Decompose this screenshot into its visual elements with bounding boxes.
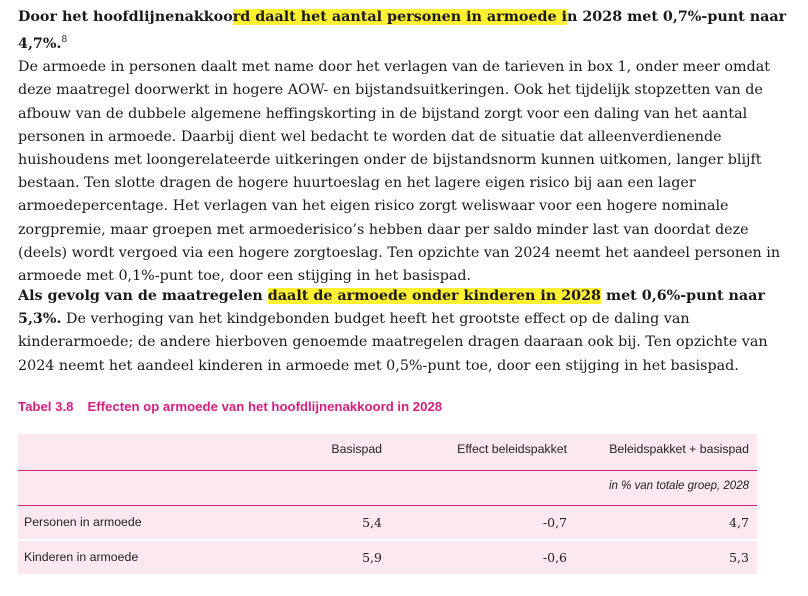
lead-tail-text: n 2028 met 0,7%-punt naar 4,7%.: [18, 9, 787, 52]
paragraph-body: De armoede in personen daalt met name door het verlagen van de tarieven in box 1, onder meer omdat deze maatregel doorwerkt in hogere AOW- en bijstandsuitkeringen. Ook het tijdelijk stopzetten van de afbouw van de dubbele algemene heffingskorting in de bijstand zorgt voor een daling van het aantal personen in armoede. Daarbij dient wel bedacht te worden dat de situatie dat alleenverdienende huishoudens met loongerelateerde uitkeringen onder de bijstandsnorm kunnen uitkomen, langer blijft bestaan. Ten slotte dragen de hogere huurtoeslag en het lagere eigen risico bij aan een lager armoedepercentage. Het verlagen van het eigen risico zorgt weliswaar voor een hogere nominale zorgpremie, maar groepen met armoederisico’s hebben daar per saldo minder last van doordat deze (deels) wordt vergoed via een hogere zorgtoeslag. Ten opzichte van 2024 neemt het aandeel personen in armoede met 0,1%-punt toe, door een stijging in het basispad.: [18, 59, 781, 284]
table-caption-title: Effecten op armoede van het hoofdlijnenakkoord in 2028: [87, 399, 443, 414]
table-row: [18, 506, 757, 541]
footnote-marker[interactable]: 8: [61, 35, 68, 46]
column-header-combined: Beleidspakket + basispad: [609, 442, 749, 456]
highlighted-text: rd daalt het aantal personen in armoede i: [232, 9, 567, 25]
table-caption: [18, 399, 442, 414]
table-header-row: [18, 434, 757, 471]
table-caption-number: Tabel 3.8: [18, 399, 74, 414]
paragraph-personen: [18, 6, 793, 288]
table-unit-row: [18, 471, 757, 506]
lead-tail-text: met 0,6%-punt naar 5,3%.: [18, 288, 765, 328]
column-header-effect: Effect beleidspakket: [457, 442, 567, 456]
column-header-basispad: Basispad: [331, 442, 382, 456]
paragraph-body: De verhoging van het kindgebonden budget heeft het grootste effect op de daling van kinderarmoede; de andere hierboven genoemde maatregelen dragen daaraan ook bij. Ten opzichte van 2024 neemt het aandeel kinderen in armoede met 0,5%-punt toe, door een stijging in het basispad.: [18, 311, 768, 374]
lead-text: Als gevolg van de maatregelen: [18, 288, 268, 304]
cell-effect: -0,6: [542, 550, 567, 565]
highlighted-text: daalt de armoede onder kinderen in 2028: [267, 288, 601, 304]
unit-note: in % van totale groep, 2028: [608, 480, 749, 492]
table-row: [18, 541, 757, 574]
effects-table: [18, 434, 757, 574]
cell-basispad: 5,9: [362, 550, 382, 565]
cell-combined: 5,3: [729, 550, 749, 565]
cell-effect: -0,7: [542, 515, 567, 530]
cell-basispad: 5,4: [362, 515, 382, 530]
lead-text: Door het hoofdlijnenakkoo: [18, 9, 233, 25]
paragraph-lead: [18, 9, 786, 52]
cell-combined: 4,7: [729, 515, 749, 530]
row-label: Personen in armoede: [24, 515, 142, 529]
row-label: Kinderen in armoede: [24, 550, 139, 564]
paragraph-kinderen: [18, 285, 793, 378]
